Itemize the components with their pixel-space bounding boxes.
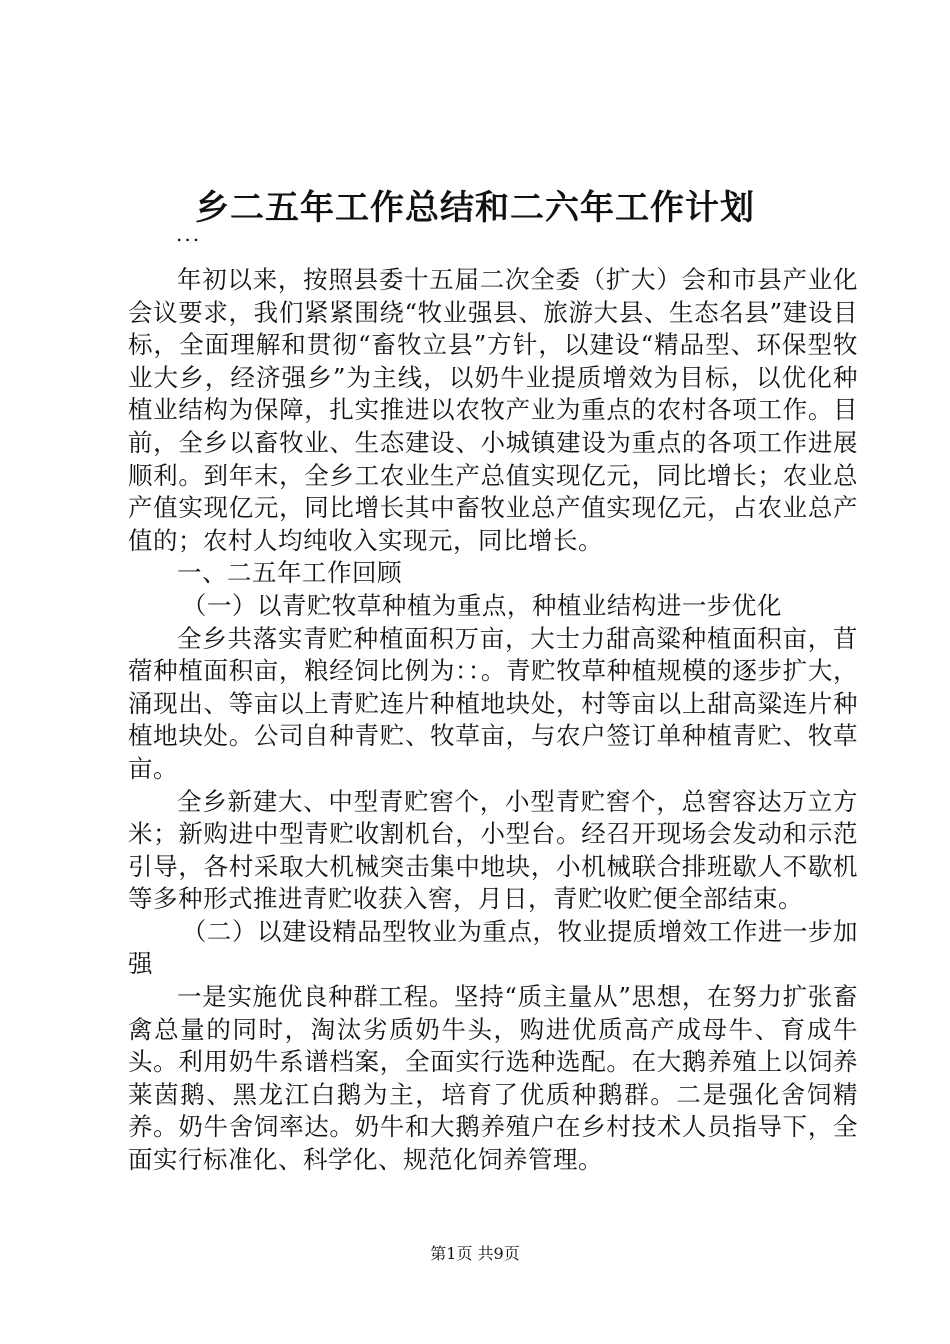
subsection-heading-livestock: （二）以建设精品型牧业为重点，牧业提质增效工作进一步加强 — [128, 916, 858, 979]
section-heading-review: 一、二五年工作回顾 — [177, 558, 402, 588]
document-title: 乡二五年工作总结和二六年工作计划 — [195, 188, 755, 228]
planting-paragraph: 全乡共落实青贮种植面积万亩，大士力甜高粱种植面积亩，苜蓿种植面积亩，粮经饲比例为：：。青贮牧草种植规模的逐步扩大，涌现出、等亩以上青贮连片种植地块处，村等亩以上甜高粱连片种植地块处。公司自种青贮、牧草亩，与农户签订单种植青贮、牧草亩。 — [128, 623, 858, 783]
subsection-heading-planting: （一）以青贮牧草种植为重点，种植业结构进一步优化 — [181, 590, 782, 620]
silage-paragraph: 全乡新建大、中型青贮窖个，小型青贮窖个，总窖容达万立方米；新购进中型青贮收割机台，小型台。经召开现场会发动和示范引导，各村采取大机械突击集中地块，小机械联合排班歇人不歇机等多种形式推进青贮收获入窖，月日，青贮收贮便全部结束。 — [128, 786, 858, 914]
livestock-paragraph: 一是实施优良种群工程。坚持“质主量从”思想，在努力扩张畜禽总量的同时，淘汰劣质奶牛头，购进优质高产成母牛、育成牛头。利用奶牛系谱档案，全面实行选种选配。在大鹅养殖上以饲养莱茵鹅、黑龙江白鹅为主，培育了优质种鹅群。二是强化舍饲精养。奶牛舍饲率达。奶牛和大鹅养殖户在乡村技术人员指导下，全面实行标准化、科学化、规范化饲养管理。 — [128, 982, 858, 1175]
document-body — [128, 264, 858, 1177]
page-number-footer: 第1页 共9页 — [430, 1244, 520, 1263]
intro-paragraph: 年初以来，按照县委十五届二次全委（扩大）会和市县产业化会议要求，我们紧紧围绕“牧业强县、旅游大县、生态名县”建设目标，全面理解和贯彻“畜牧立县”方针，以建设“精品型、环保型牧业大乡，经济强乡”为主线，以奶牛业提质增效为目标，以优化种植业结构为保障，扎实推进以农牧产业为重点的农村各项工作。目前，全乡以畜牧业、生态建设、小城镇建设为重点的各项工作进展顺利。到年末，全乡工农业生产总值实现亿元，同比增长；农业总产值实现亿元，同比增长其中畜牧业总产值实现亿元，占农业总产值的；农村人均纯收入实现元，同比增长。 — [128, 265, 858, 555]
ellipsis-marker: ... — [176, 222, 202, 246]
